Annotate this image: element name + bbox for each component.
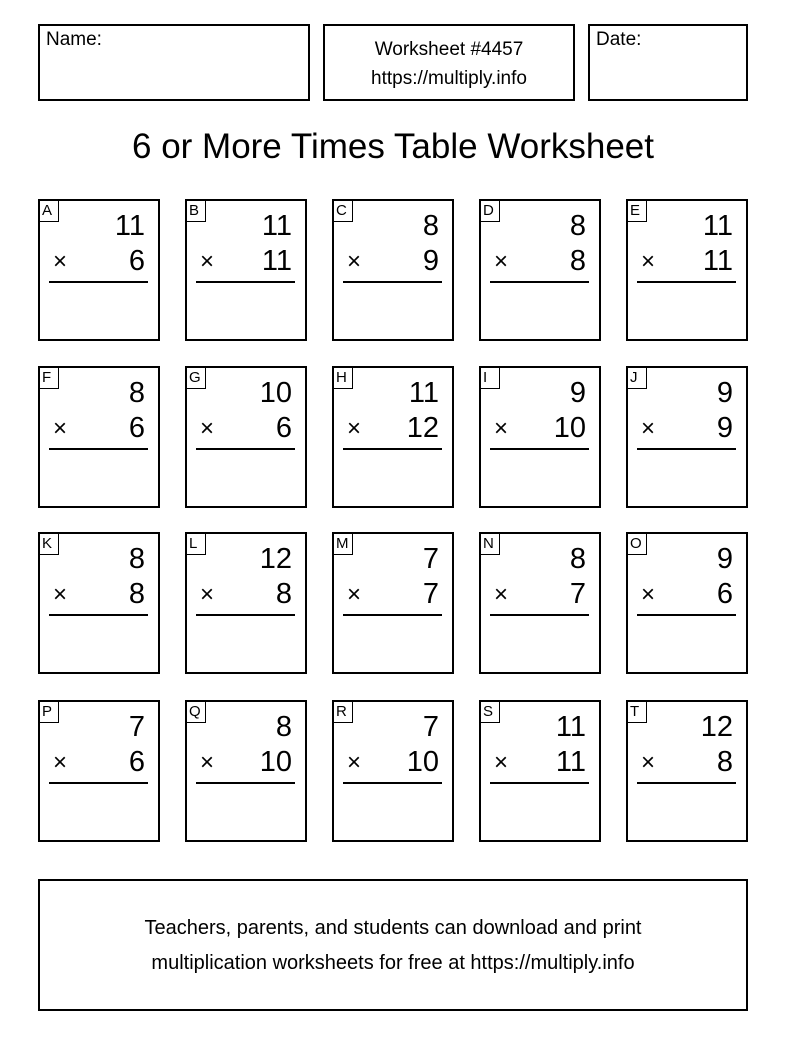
problem-letter: A bbox=[39, 200, 59, 222]
problem-card[interactable] bbox=[332, 532, 454, 674]
multiplier: 11 bbox=[702, 245, 733, 277]
worksheet-number: Worksheet #4457 bbox=[374, 39, 524, 60]
problem-letter: P bbox=[39, 701, 59, 723]
answer-line bbox=[196, 281, 295, 283]
problem-card[interactable] bbox=[479, 700, 601, 842]
problem-card[interactable] bbox=[626, 199, 748, 341]
multiplicand: 11 bbox=[261, 210, 292, 242]
answer-line bbox=[637, 281, 736, 283]
answer-line bbox=[343, 614, 442, 616]
date-label: Date: bbox=[596, 29, 642, 50]
problem-card[interactable] bbox=[185, 199, 307, 341]
problem-card[interactable] bbox=[479, 366, 601, 508]
multiplier: 6 bbox=[716, 578, 733, 610]
multiplier: 11 bbox=[261, 245, 292, 277]
answer-line bbox=[49, 782, 148, 784]
problem-letter: B bbox=[186, 200, 206, 222]
answer-line bbox=[49, 614, 148, 616]
multiplicand: 8 bbox=[128, 377, 145, 409]
problem-card[interactable] bbox=[185, 700, 307, 842]
answer-line bbox=[49, 281, 148, 283]
problem-letter: I bbox=[480, 367, 500, 389]
multiplier: 6 bbox=[128, 245, 145, 277]
multiplicand: 7 bbox=[128, 711, 145, 743]
multiply-sign: × bbox=[641, 248, 656, 275]
problem-letter: C bbox=[333, 200, 353, 222]
problem-letter: Q bbox=[186, 701, 206, 723]
answer-line bbox=[637, 782, 736, 784]
answer-line bbox=[49, 448, 148, 450]
multiplicand: 8 bbox=[128, 543, 145, 575]
multiplicand: 7 bbox=[422, 543, 439, 575]
multiply-sign: × bbox=[641, 749, 656, 776]
multiplier: 6 bbox=[275, 412, 292, 444]
multiply-sign: × bbox=[494, 248, 509, 275]
problem-card[interactable] bbox=[479, 199, 601, 341]
problem-card[interactable] bbox=[479, 532, 601, 674]
problem-card[interactable] bbox=[626, 366, 748, 508]
multiplicand: 9 bbox=[716, 543, 733, 575]
multiply-sign: × bbox=[347, 248, 362, 275]
problem-letter: M bbox=[333, 533, 353, 555]
multiplicand: 8 bbox=[275, 711, 292, 743]
problem-letter: L bbox=[186, 533, 206, 555]
answer-line bbox=[637, 614, 736, 616]
problem-card[interactable] bbox=[332, 366, 454, 508]
multiplicand: 11 bbox=[114, 210, 145, 242]
answer-line bbox=[196, 448, 295, 450]
problem-card[interactable] bbox=[38, 700, 160, 842]
multiplier: 7 bbox=[569, 578, 586, 610]
multiplicand: 11 bbox=[555, 711, 586, 743]
footer-line-1: Teachers, parents, and students can download and print bbox=[144, 917, 642, 939]
multiplicand: 11 bbox=[702, 210, 733, 242]
answer-line bbox=[343, 281, 442, 283]
answer-line bbox=[343, 782, 442, 784]
problem-card[interactable] bbox=[185, 532, 307, 674]
multiply-sign: × bbox=[200, 581, 215, 608]
multiplier: 6 bbox=[128, 412, 145, 444]
multiply-sign: × bbox=[200, 749, 215, 776]
problem-letter: J bbox=[627, 367, 647, 389]
multiplier: 11 bbox=[555, 746, 586, 778]
multiplier: 8 bbox=[716, 746, 733, 778]
multiplicand: 9 bbox=[569, 377, 586, 409]
multiply-sign: × bbox=[494, 749, 509, 776]
problem-letter: E bbox=[627, 200, 647, 222]
multiplicand: 9 bbox=[716, 377, 733, 409]
problem-letter: D bbox=[480, 200, 500, 222]
date-field-box[interactable] bbox=[588, 24, 748, 101]
problem-letter: G bbox=[186, 367, 206, 389]
multiplier: 7 bbox=[422, 578, 439, 610]
multiply-sign: × bbox=[53, 248, 68, 275]
problem-card[interactable] bbox=[38, 199, 160, 341]
answer-line bbox=[343, 448, 442, 450]
multiplicand: 10 bbox=[259, 377, 292, 409]
multiply-sign: × bbox=[53, 749, 68, 776]
multiplicand: 11 bbox=[408, 377, 439, 409]
multiply-sign: × bbox=[200, 415, 215, 442]
problem-letter: H bbox=[333, 367, 353, 389]
problem-card[interactable] bbox=[332, 700, 454, 842]
answer-line bbox=[490, 448, 589, 450]
problem-letter: N bbox=[480, 533, 500, 555]
multiplier: 8 bbox=[128, 578, 145, 610]
multiplier: 8 bbox=[569, 245, 586, 277]
answer-line bbox=[490, 614, 589, 616]
multiplier: 10 bbox=[553, 412, 586, 444]
answer-line bbox=[490, 782, 589, 784]
worksheet-info-box bbox=[323, 24, 575, 101]
problem-card[interactable] bbox=[38, 532, 160, 674]
worksheet-website: https://multiply.info bbox=[371, 68, 527, 89]
problem-letter: K bbox=[39, 533, 59, 555]
multiply-sign: × bbox=[494, 581, 509, 608]
multiplicand: 8 bbox=[569, 210, 586, 242]
multiply-sign: × bbox=[641, 415, 656, 442]
answer-line bbox=[637, 448, 736, 450]
answer-line bbox=[196, 614, 295, 616]
answer-line bbox=[490, 281, 589, 283]
problem-letter: F bbox=[39, 367, 59, 389]
multiply-sign: × bbox=[494, 415, 509, 442]
multiply-sign: × bbox=[53, 581, 68, 608]
multiply-sign: × bbox=[347, 415, 362, 442]
multiplier: 9 bbox=[422, 245, 439, 277]
problem-card[interactable] bbox=[38, 366, 160, 508]
name-field-box[interactable] bbox=[38, 24, 310, 101]
problem-card[interactable] bbox=[332, 199, 454, 341]
multiplicand: 7 bbox=[422, 711, 439, 743]
multiplier: 9 bbox=[716, 412, 733, 444]
footer-line-2: multiplication worksheets for free at https://multiply.info bbox=[151, 952, 635, 974]
problem-letter: O bbox=[627, 533, 647, 555]
problem-letter: R bbox=[333, 701, 353, 723]
multiplicand: 12 bbox=[259, 543, 292, 575]
multiplicand: 8 bbox=[569, 543, 586, 575]
multiply-sign: × bbox=[347, 749, 362, 776]
multiplier: 6 bbox=[128, 746, 145, 778]
problem-card[interactable] bbox=[185, 366, 307, 508]
problem-letter: S bbox=[480, 701, 500, 723]
multiply-sign: × bbox=[53, 415, 68, 442]
multiplier: 8 bbox=[275, 578, 292, 610]
problem-card[interactable] bbox=[626, 532, 748, 674]
problem-letter: T bbox=[627, 701, 647, 723]
multiply-sign: × bbox=[200, 248, 215, 275]
problem-card[interactable] bbox=[626, 700, 748, 842]
multiplier: 12 bbox=[406, 412, 439, 444]
page-title: 6 or More Times Table Worksheet bbox=[132, 127, 654, 166]
footer-note bbox=[38, 879, 748, 1011]
multiplier: 10 bbox=[406, 746, 439, 778]
multiplicand: 8 bbox=[422, 210, 439, 242]
name-label: Name: bbox=[46, 29, 102, 50]
multiply-sign: × bbox=[347, 581, 362, 608]
multiplier: 10 bbox=[259, 746, 292, 778]
answer-line bbox=[196, 782, 295, 784]
multiply-sign: × bbox=[641, 581, 656, 608]
multiplicand: 12 bbox=[700, 711, 733, 743]
